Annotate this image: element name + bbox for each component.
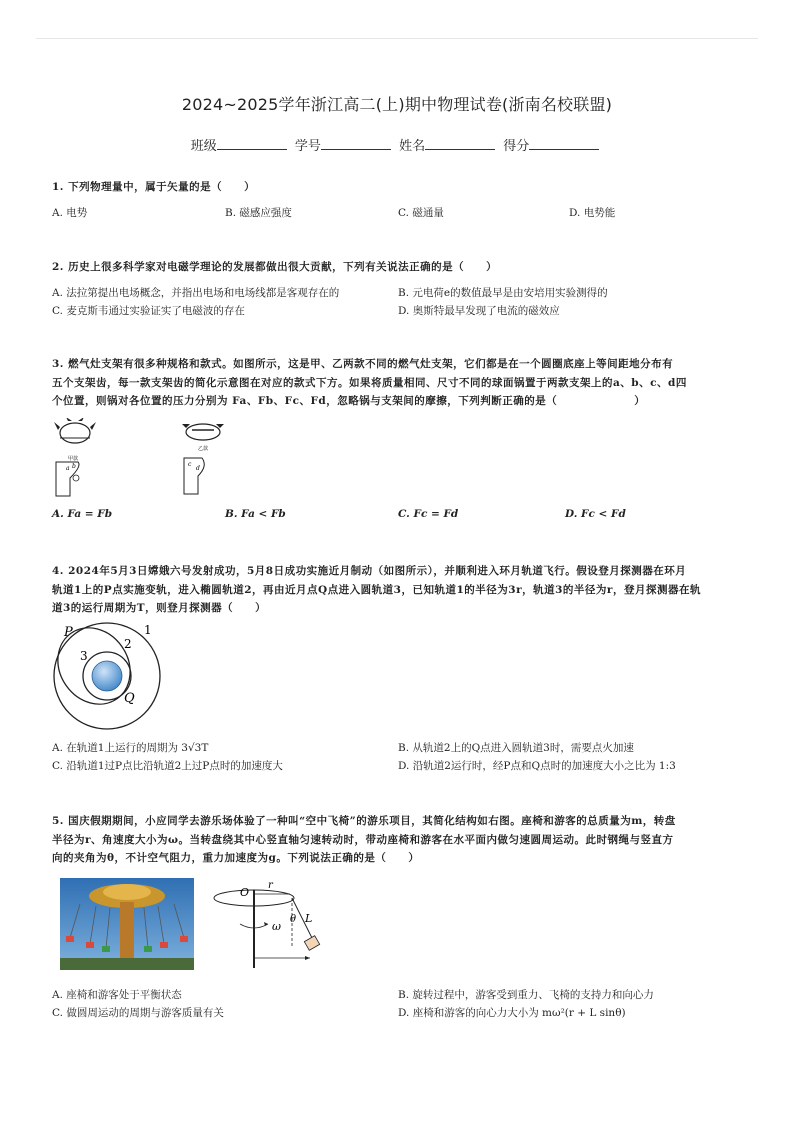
question-4-stem-line-2: 轨道1上的P点实施变轨，进入椭圆轨道2，再由近月点Q点进入圆轨道3，已知轨道1的半径为3r，轨道3的半径为r，登月探测器在轨 xyxy=(52,583,701,596)
figure-label-d: d xyxy=(196,465,200,472)
question-5-stem-line-3: 向的夹角为θ，不计空气阻力，重力加速度为g。下列说法正确的是（ ） xyxy=(52,852,420,864)
question-1 xyxy=(52,178,742,197)
question-5 xyxy=(52,812,742,868)
student-info-line xyxy=(0,135,794,154)
question-2-option-d[interactable]: D. 奥斯特最早发现了电流的磁效应 xyxy=(398,305,560,317)
question-4-option-d[interactable]: D. 沿轨道2运行时，经P点和Q点时的加速度大小之比为 1:3 xyxy=(398,760,676,772)
question-3 xyxy=(52,355,742,411)
question-3-stem-line-2: 五个支架齿，每一款支架齿的简化示意图在对应的款式下方。如果将质量相同、尺寸不同的球面锅置于两款支架上的a、b、c、d四 xyxy=(52,376,687,389)
question-2 xyxy=(52,258,742,277)
figure-label-b: b xyxy=(72,463,76,470)
orbit-label-1: 1 xyxy=(144,623,152,637)
page-top-rule xyxy=(36,38,758,39)
score-blank[interactable] xyxy=(529,138,599,150)
swing-ride-diagram xyxy=(210,880,330,970)
question-1-option-c[interactable]: C. 磁通量 xyxy=(398,207,444,219)
question-1-stem: 1. 下列物理量中，属于矢量的是（ ） xyxy=(52,181,256,193)
question-1-option-b[interactable]: B. 磁感应强度 xyxy=(225,207,292,219)
figure-label-yi: 乙款 xyxy=(198,446,209,452)
question-1-option-d[interactable]: D. 电势能 xyxy=(569,207,616,219)
orbit-label-p: P xyxy=(64,625,73,640)
question-3-option-d[interactable]: D. Fc < Fd xyxy=(565,508,626,520)
orbit-label-3: 3 xyxy=(80,649,88,663)
question-4 xyxy=(52,562,742,618)
diagram-label-theta: θ xyxy=(290,914,297,925)
question-4-option-b[interactable]: B. 从轨道2上的Q点进入圆轨道3时，需要点火加速 xyxy=(398,742,634,754)
question-3-stem-line-1: 3. 燃气灶支架有很多种规格和款式。如图所示，这是甲、乙两款不同的燃气灶支架，它们都是在一个圆圈底座上等间距地分布有 xyxy=(52,358,674,370)
stove-support-figure xyxy=(50,418,230,500)
diagram-label-r: r xyxy=(268,880,273,891)
stove-support-b xyxy=(182,424,224,494)
question-5-option-b[interactable]: B. 旋转过程中，游客受到重力、飞椅的支持力和向心力 xyxy=(398,989,654,1001)
stove-support-a xyxy=(54,418,96,496)
question-5-stem-line-1: 5. 国庆假期期间，小应同学去游乐场体验了一种叫“空中飞椅”的游乐项目，其简化结构如右图。座椅和游客的总质量为m，转盘 xyxy=(52,815,676,827)
orbit-label-2: 2 xyxy=(124,637,132,651)
name-blank[interactable] xyxy=(425,138,495,150)
question-2-option-a[interactable]: A. 法拉第提出电场概念，并指出电场和电场线都是客观存在的 xyxy=(52,287,340,299)
score-label: 得分 xyxy=(503,139,530,154)
question-2-option-c[interactable]: C. 麦克斯韦通过实验证实了电磁波的存在 xyxy=(52,305,245,317)
orbit-label-q: Q xyxy=(124,691,135,706)
moon xyxy=(92,661,122,691)
question-5-option-a[interactable]: A. 座椅和游客处于平衡状态 xyxy=(52,989,182,1001)
swing-ride-photo xyxy=(60,878,194,970)
question-5-stem-line-2: 半径为r、角速度大小为ω。当转盘绕其中心竖直轴匀速转动时，带动座椅和游客在水平面内做匀速圆周运动。此时钢绳与竖直方 xyxy=(52,833,674,846)
diagram-label-l: L xyxy=(305,912,313,925)
class-blank[interactable] xyxy=(217,138,287,150)
question-5-option-c[interactable]: C. 做圆周运动的周期与游客质量有关 xyxy=(52,1007,224,1019)
diagram-label-o: O xyxy=(240,886,250,899)
name-label: 姓名 xyxy=(399,139,426,154)
question-4-option-a[interactable]: A. 在轨道1上运行的周期为 3√3T xyxy=(52,742,209,754)
figure-label-c: c xyxy=(188,461,192,468)
question-4-option-c[interactable]: C. 沿轨道1过P点比沿轨道2上过P点时的加速度大 xyxy=(52,760,283,772)
question-4-stem-line-3: 道3的运行周期为T，则登月探测器（ ） xyxy=(52,602,267,614)
exam-title: 2024~2025学年浙江高二(上)期中物理试卷(浙南名校联盟) xyxy=(181,95,613,114)
figure-label-a: a xyxy=(66,465,70,472)
question-1-option-a[interactable]: A. 电势 xyxy=(52,207,88,219)
question-5-option-d[interactable]: D. 座椅和游客的向心力大小为 mω²(r + L sinθ) xyxy=(398,1007,626,1019)
question-2-stem: 2. 历史上很多科学家对电磁学理论的发展都做出很大贡献，下列有关说法正确的是（ ） xyxy=(52,261,498,273)
figure-label-jia: 甲款 xyxy=(68,456,79,462)
question-3-option-c[interactable]: C. Fc = Fd xyxy=(398,508,459,520)
question-3-option-a[interactable]: A. Fa = Fb xyxy=(52,508,113,520)
student-id-label: 学号 xyxy=(294,139,321,154)
class-label: 班级 xyxy=(190,139,217,154)
chair xyxy=(304,936,319,951)
orbit-diagram xyxy=(52,620,164,732)
diagram-label-omega: ω xyxy=(272,920,281,933)
question-4-stem-line-1: 4. 2024年5月3日嫦娥六号发射成功，5月8日成功实施近月制动（如图所示），并顺利进入环月轨道飞行。假设登月探测器在环月 xyxy=(52,565,687,577)
question-2-option-b[interactable]: B. 元电荷e的数值最早是由安培用实验测得的 xyxy=(398,287,608,299)
student-id-blank[interactable] xyxy=(321,138,391,150)
question-3-option-b[interactable]: B. Fa < Fb xyxy=(225,508,286,520)
question-3-stem-line-3: 个位置，则锅对各位置的压力分别为 Fa、Fb、Fc、Fd，忽略锅与支架间的摩擦，下列判断正确的是（ ） xyxy=(52,395,646,407)
